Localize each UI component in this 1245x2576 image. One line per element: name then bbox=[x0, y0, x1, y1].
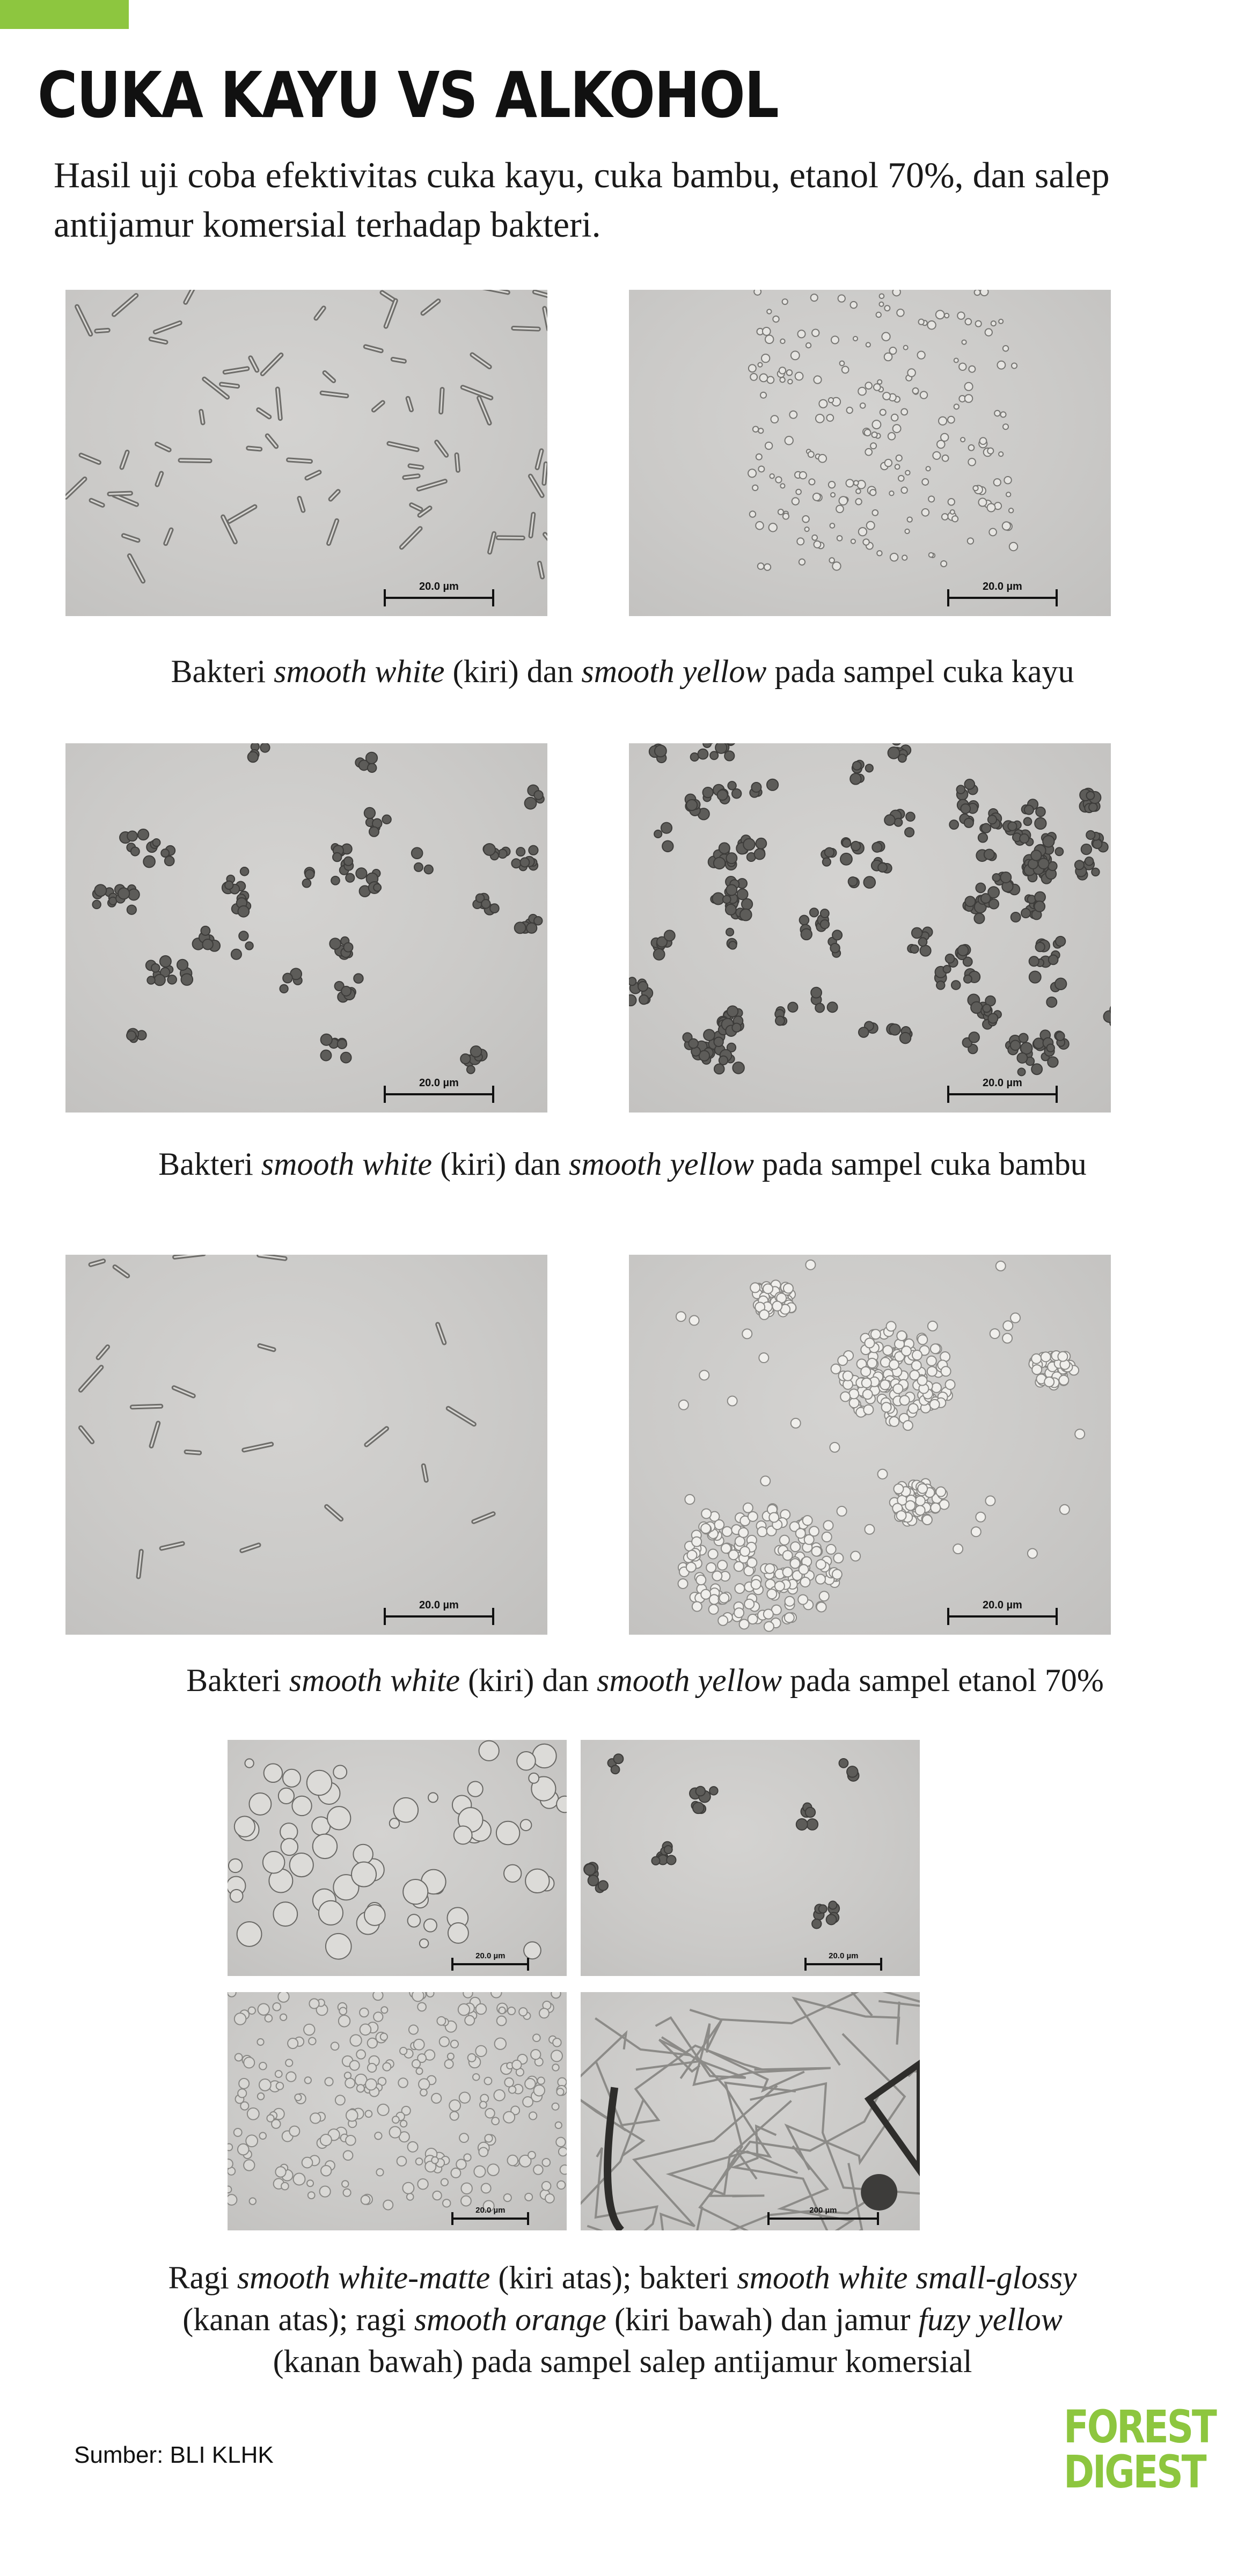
micrograph-texture bbox=[65, 743, 547, 1113]
logo-line-1: FOREST bbox=[1064, 2401, 1215, 2453]
micrograph-salep-bakteri-small-glossy bbox=[581, 1740, 920, 1976]
micrograph-texture bbox=[629, 1255, 1111, 1635]
micrograph-texture bbox=[581, 1740, 920, 1976]
scale-bar-line bbox=[767, 2218, 880, 2220]
scale-bar-label: 20.0 µm bbox=[419, 1077, 459, 1089]
scale-bar-label: 20.0 µm bbox=[419, 581, 459, 592]
scale-bar-line bbox=[947, 1093, 1058, 1095]
scale-bar bbox=[804, 1951, 882, 1971]
scale-bar-label: 20.0 µm bbox=[829, 1951, 859, 1960]
micrograph-texture bbox=[228, 1992, 567, 2230]
micrograph-etanol-smooth-white bbox=[65, 1255, 547, 1635]
scale-bar-line bbox=[384, 597, 495, 599]
micrograph-texture bbox=[581, 1992, 920, 2230]
caption-cuka-kayu: Bakteri smooth white (kiri) dan smooth yellow pada sampel cuka kayu bbox=[171, 654, 1074, 689]
micrograph-salep-ragi-orange bbox=[228, 1992, 567, 2230]
page-subtitle: Hasil uji coba efektivitas cuka kayu, cuka bambu, etanol 70%, dan salep antijamur komersial terhadap bakteri. bbox=[54, 155, 1110, 245]
micrograph-texture bbox=[65, 1255, 547, 1635]
scale-bar-line bbox=[451, 1963, 529, 1965]
micrograph-etanol-smooth-yellow bbox=[629, 1255, 1111, 1635]
scale-bar-line bbox=[947, 1615, 1058, 1618]
micrograph-texture bbox=[65, 290, 547, 616]
page-title: CUKA KAYU VS ALKOHOL bbox=[38, 58, 779, 132]
micrograph-salep-jamur-fuzy-yellow bbox=[581, 1992, 920, 2230]
scale-bar-line bbox=[451, 2218, 529, 2220]
micrograph-texture bbox=[629, 290, 1111, 616]
scale-bar-line bbox=[804, 1963, 882, 1965]
scale-bar-line bbox=[384, 1615, 495, 1618]
scale-bar bbox=[451, 2206, 529, 2225]
scale-bar-label: 20.0 µm bbox=[983, 581, 1022, 592]
caption-etanol: Bakteri smooth white (kiri) dan smooth yellow pada sampel etanol 70% bbox=[186, 1663, 1104, 1698]
scale-bar bbox=[947, 581, 1058, 608]
scale-bar-label: 20.0 µm bbox=[475, 2206, 506, 2215]
scale-bar-label: 20.0 µm bbox=[983, 1077, 1022, 1089]
accent-bar bbox=[0, 0, 129, 29]
micrograph-salep-ragi-white-matte bbox=[228, 1740, 567, 1976]
micrograph-texture bbox=[228, 1740, 567, 1976]
logo-line-2: DIGEST bbox=[1064, 2446, 1205, 2498]
scale-bar bbox=[947, 1599, 1058, 1626]
caption-cuka-bambu: Bakteri smooth white (kiri) dan smooth yellow pada sampel cuka bambu bbox=[158, 1146, 1087, 1182]
micrograph-cuka-kayu-smooth-white bbox=[65, 290, 547, 616]
scale-bar-label: 20.0 µm bbox=[419, 1599, 459, 1611]
scale-bar bbox=[947, 1077, 1058, 1104]
caption-salep: Ragi smooth white-matte (kiri atas); bakteri smooth white small-glossy (kanan atas); ragi smooth orange (kiri bawah) dan jamur fuzy yellow (kanan bawah) pada sampel salep antijamur komersial bbox=[168, 2260, 1077, 2379]
micrograph-cuka-bambu-smooth-yellow bbox=[629, 743, 1111, 1113]
scale-bar bbox=[384, 581, 495, 608]
scale-bar bbox=[767, 2206, 880, 2225]
forest-digest-logo bbox=[1064, 2401, 1215, 2498]
micrograph-cuka-bambu-smooth-white bbox=[65, 743, 547, 1113]
scale-bar-line bbox=[384, 1093, 495, 1095]
scale-bar-label: 200 µm bbox=[809, 2206, 837, 2215]
scale-bar-line bbox=[947, 597, 1058, 599]
scale-bar bbox=[451, 1951, 529, 1971]
micrograph-cuka-kayu-smooth-yellow bbox=[629, 290, 1111, 616]
scale-bar bbox=[384, 1077, 495, 1104]
scale-bar-label: 20.0 µm bbox=[475, 1951, 506, 1960]
micrograph-texture bbox=[629, 743, 1111, 1113]
source-credit: Sumber: BLI KLHK bbox=[74, 2442, 274, 2468]
scale-bar-label: 20.0 µm bbox=[983, 1599, 1022, 1611]
scale-bar bbox=[384, 1599, 495, 1626]
